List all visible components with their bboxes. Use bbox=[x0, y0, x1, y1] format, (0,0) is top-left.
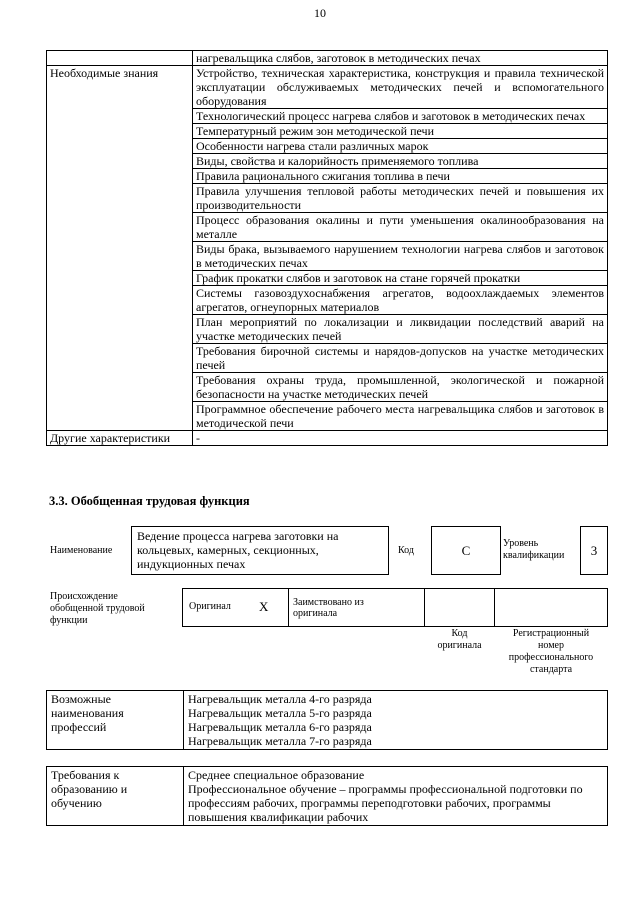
table-row bbox=[47, 767, 608, 826]
professions-table bbox=[46, 690, 608, 750]
knowledge-item: Программное обеспечение рабочего места нагревальщика слябов и заготовок в методической печи bbox=[193, 402, 608, 431]
professions-label-line: наименования bbox=[51, 706, 124, 720]
knowledge-label: Необходимые знания bbox=[47, 66, 193, 431]
education-item: Среднее специальное образование bbox=[188, 768, 365, 782]
professions-label-line: профессий bbox=[51, 720, 107, 734]
knowledge-item: Особенности нагрева стали различных марок bbox=[193, 139, 608, 154]
borrowed-label-line: оригинала bbox=[293, 608, 338, 619]
name-label: Наименование bbox=[50, 545, 113, 556]
knowledge-item: Устройство, техническая характеристика, конструкция и правила технической эксплуатации обслуживаемых методических печей и вспомогательного оборудования bbox=[193, 66, 608, 109]
knowledge-item: Виды, свойства и калорийность применяемого топлива bbox=[193, 154, 608, 169]
education-label-line: образованию и bbox=[51, 782, 128, 796]
caption-line: стандарта bbox=[529, 664, 573, 675]
function-name-line: Ведение процесса нагрева заготовки на bbox=[137, 529, 339, 543]
table-row bbox=[47, 51, 608, 66]
code-label: Код bbox=[398, 545, 414, 556]
original-cell bbox=[182, 588, 289, 627]
continuation-cell: нагревальщика слябов, заготовок в методических печах bbox=[193, 51, 608, 66]
profession-item: Нагревальщик металла 5-го разряда bbox=[188, 706, 372, 720]
function-name-box bbox=[131, 526, 389, 575]
code-value: C bbox=[431, 526, 501, 575]
knowledge-item: Виды брака, вызываемого нарушением технологии нагрева слябов и заготовок в методических печах bbox=[193, 242, 608, 271]
level-label-line: Уровень bbox=[503, 538, 539, 549]
registration-number-cell bbox=[494, 588, 608, 627]
profession-item: Нагревальщик металла 6-го разряда bbox=[188, 720, 372, 734]
knowledge-item: Процесс образования окалины и пути уменьшения окалинообразования на металле bbox=[193, 213, 608, 242]
origin-label-line: функции bbox=[50, 615, 88, 626]
knowledge-item: Температурный режим зон методической печи bbox=[193, 124, 608, 139]
knowledge-table bbox=[46, 50, 608, 446]
other-characteristics-label: Другие характеристики bbox=[47, 431, 193, 446]
knowledge-item: Системы газовоздухоснабжения агрегатов, водоохлаждаемых элементов агрегатов, огнеупорных материалов bbox=[193, 286, 608, 315]
original-mark: X bbox=[259, 599, 269, 614]
empty-label-cell bbox=[47, 51, 193, 66]
level-value: 3 bbox=[580, 526, 608, 575]
level-label-line: квалификации bbox=[503, 550, 565, 561]
table-row bbox=[47, 66, 608, 109]
education-label-line: обучению bbox=[51, 796, 102, 810]
education-label bbox=[47, 767, 184, 826]
other-characteristics-value: - bbox=[193, 431, 608, 446]
origin-label bbox=[50, 591, 145, 627]
knowledge-item: Требования охраны труда, промышленной, экологической и пожарной безопасности на участке методических печей bbox=[193, 373, 608, 402]
professions-list bbox=[184, 691, 608, 750]
knowledge-item: График прокатки слябов и заготовок на стане горячей прокатки bbox=[193, 271, 608, 286]
original-code-cell bbox=[424, 588, 495, 627]
level-label bbox=[503, 538, 564, 562]
caption-line: оригинала bbox=[437, 640, 482, 651]
section-title: 3.3. Обобщенная трудовая функция bbox=[49, 494, 250, 508]
education-list bbox=[184, 767, 608, 826]
caption-line: Код bbox=[451, 628, 468, 639]
education-item: Профессиональное обучение – программы профессиональной подготовки по профессиям рабочих, программы переподготовки рабочих, программы повышения квалификации рабочих bbox=[188, 782, 583, 824]
knowledge-item: Правила рационального сжигания топлива в печи bbox=[193, 169, 608, 184]
knowledge-item: Требования бирочной системы и нарядов-допусков на участке методических печей bbox=[193, 344, 608, 373]
table-row bbox=[47, 431, 608, 446]
profession-item: Нагревальщик металла 4-го разряда bbox=[188, 692, 372, 706]
caption-line: номер bbox=[538, 640, 564, 651]
knowledge-item: План мероприятий по локализации и ликвидации последствий аварий на участке методических печей bbox=[193, 315, 608, 344]
education-table bbox=[46, 766, 608, 826]
education-label-line: Требования к bbox=[51, 768, 120, 782]
table-row bbox=[47, 691, 608, 750]
professions-label bbox=[47, 691, 184, 750]
profession-item: Нагревальщик металла 7-го разряда bbox=[188, 734, 372, 748]
caption-line: профессионального bbox=[508, 652, 594, 663]
function-name-line: индукционных печах bbox=[137, 557, 246, 571]
professions-label-line: Возможные bbox=[51, 692, 111, 706]
page-number: 10 bbox=[314, 6, 326, 20]
function-name-line: кольцевых, камерных, секционных, bbox=[137, 543, 319, 557]
caption-line: Регистрационный bbox=[512, 628, 590, 639]
origin-label-line: обобщенной трудовой bbox=[50, 603, 145, 614]
original-code-caption bbox=[424, 628, 495, 652]
borrowed-cell bbox=[288, 588, 425, 627]
registration-number-caption bbox=[494, 628, 608, 676]
borrowed-label-line: Заимствовано из bbox=[293, 597, 364, 608]
knowledge-item: Правила улучшения тепловой работы методических печей и повышения их производительности bbox=[193, 184, 608, 213]
origin-label-line: Происхождение bbox=[50, 591, 118, 602]
knowledge-item: Технологический процесс нагрева слябов и заготовок в методических печах bbox=[193, 109, 608, 124]
original-label: Оригинал bbox=[189, 601, 231, 612]
